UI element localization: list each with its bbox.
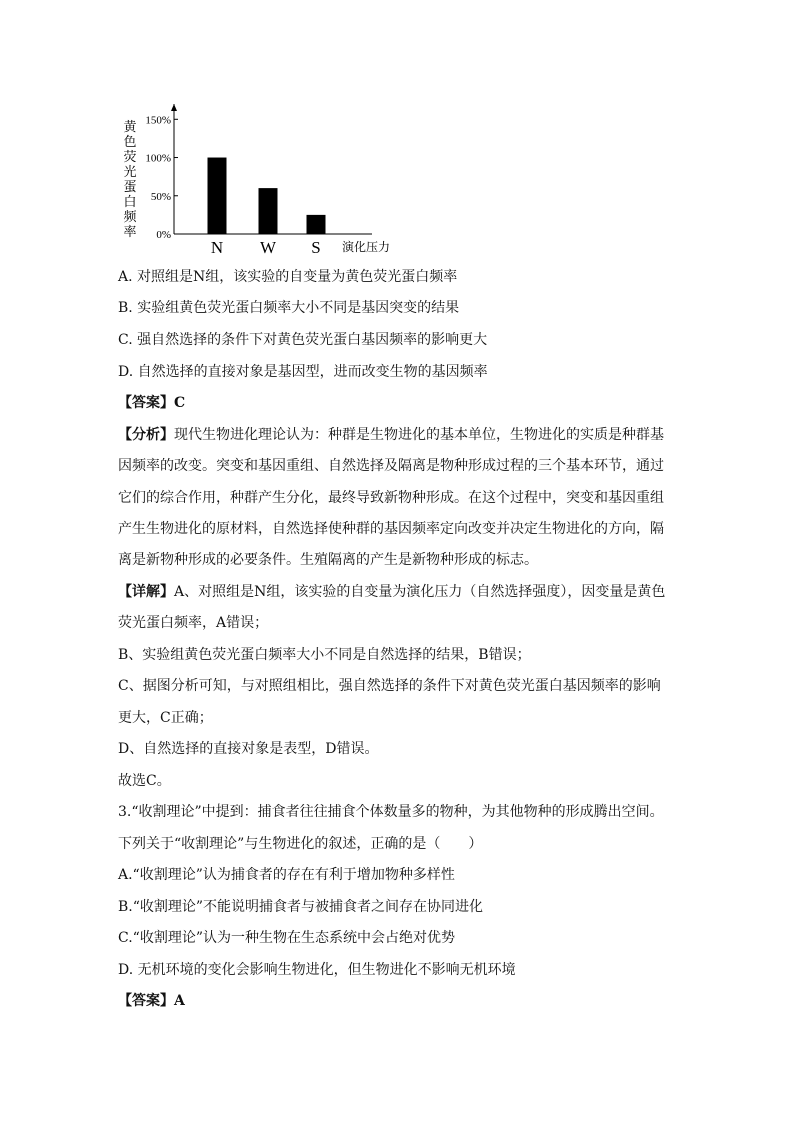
bar-S bbox=[307, 215, 326, 234]
y-tick-label: 50% bbox=[150, 190, 171, 203]
detail-line-2: 荧光蛋白频率，A错误； bbox=[118, 615, 269, 631]
analysis-text-1: 现代生物进化理论认为：种群是生物进化的基本单位，生物进化的实质是种群基 bbox=[174, 427, 664, 443]
detail-line-1 bbox=[118, 582, 665, 602]
y-tick-label: 0% bbox=[156, 229, 171, 241]
y-axis-label-char: 色 bbox=[123, 135, 137, 150]
y-axis-arrow bbox=[171, 104, 177, 111]
analysis-line-4: 产生生物进化的原材料，自然选择使种群的基因频率定向改变并决定生物进化的方向，隔 bbox=[118, 521, 664, 537]
bar-N bbox=[208, 158, 227, 234]
bar-W bbox=[259, 188, 278, 234]
x-tick-label: N bbox=[210, 238, 224, 257]
q2-option-d: D. 自然选择的直接对象是基因型，进而改变生物的基因频率 bbox=[118, 364, 488, 380]
q3-stem-line-2: 下列关于“收割理论”与生物进化的叙述，正确的是（ ） bbox=[118, 836, 483, 852]
q3-option-d: D. 无机环境的变化会影响生物进化，但生物进化不影响无机环境 bbox=[118, 962, 516, 978]
detail-text-1: A、对照组是N组，该实验的自变量为演化压力（自然选择强度），因变量是黄色 bbox=[174, 584, 666, 600]
y-tick-label: 100% bbox=[145, 152, 171, 165]
x-axis-label: 演化压力 bbox=[342, 240, 391, 254]
analysis-line-1 bbox=[118, 425, 664, 445]
detail-conclusion: 故选C。 bbox=[118, 773, 171, 789]
detail-line-6: D、自然选择的直接对象是表型，D错误。 bbox=[118, 741, 379, 757]
chart-svg bbox=[110, 96, 410, 258]
y-axis-label-char: 白 bbox=[123, 195, 137, 210]
y-axis-label-char: 荧 bbox=[123, 150, 137, 165]
q2-answer: 【答案】C bbox=[118, 395, 186, 411]
q3-answer: 【答案】A bbox=[118, 993, 185, 1009]
q2-option-c: C. 强自然选择的条件下对黄色荧光蛋白基因频率的影响更大 bbox=[118, 332, 488, 348]
detail-line-3: B、实验组黄色荧光蛋白频率大小不同是自然选择的结果，B错误； bbox=[118, 647, 531, 663]
bar-chart bbox=[110, 96, 410, 258]
detail-line-4: C、据图分析可知，与对照组相比，强自然选择的条件下对黄色荧光蛋白基因频率的影响 bbox=[118, 678, 661, 694]
analysis-line-2: 因频率的改变。突变和基因重组、自然选择及隔离是物种形成过程的三个基本环节，通过 bbox=[118, 458, 664, 474]
detail-line-5: 更大，C正确； bbox=[118, 710, 213, 726]
analysis-line-3: 它们的综合作用，种群产生分化，最终导致新物种形成。在这个过程中，突变和基因重组 bbox=[118, 490, 664, 506]
analysis-line-5: 离是新物种形成的必要条件。生殖隔离的产生是新物种形成的标志。 bbox=[118, 552, 538, 568]
q2-option-b: B. 实验组黄色荧光蛋白频率大小不同是基因突变的结果 bbox=[118, 300, 460, 316]
x-tick-label: W bbox=[259, 238, 277, 257]
y-tick-label: 150% bbox=[145, 114, 171, 127]
y-axis-label-char: 频 bbox=[123, 210, 137, 225]
analysis-label: 【分析】 bbox=[118, 427, 174, 443]
q3-option-c: C.“收割理论”认为一种生物在生态系统中会占绝对优势 bbox=[118, 930, 455, 946]
y-axis-label-char: 黄 bbox=[123, 120, 137, 135]
q3-option-b: B.“收割理论”不能说明捕食者与被捕食者之间存在协同进化 bbox=[118, 899, 484, 915]
y-axis-label-char: 光 bbox=[123, 165, 137, 180]
y-axis-label-char: 蛋 bbox=[123, 180, 137, 195]
q3-stem-line-1: 3.“收割理论”中提到：捕食者往往捕食个体数量多的物种，为其他物种的形成腾出空间。 bbox=[118, 804, 664, 820]
q3-option-a: A.“收割理论”认为捕食者的存在有利于增加物种多样性 bbox=[118, 867, 455, 883]
x-tick-label: S bbox=[311, 238, 321, 257]
y-axis-label-char: 率 bbox=[123, 225, 137, 240]
detail-label: 【详解】 bbox=[118, 584, 174, 600]
q2-option-a: A. 对照组是N组，该实验的自变量为黄色荧光蛋白频率 bbox=[118, 269, 458, 285]
